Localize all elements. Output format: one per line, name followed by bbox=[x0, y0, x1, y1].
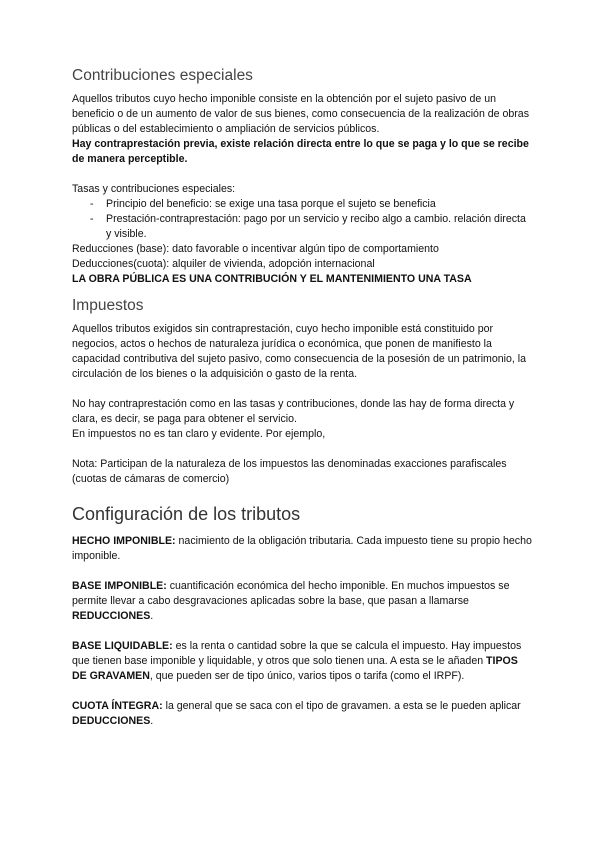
base-imponible-definition bbox=[72, 579, 532, 624]
definition-end: . bbox=[150, 715, 154, 727]
reducciones-line: Reducciones (base): dato favorable o incentivar algún tipo de comportamiento bbox=[72, 243, 439, 255]
list-item: - Prestación-contraprestación: pago por un servicio y recibo algo a cambio. relación directa y visible. bbox=[90, 212, 532, 242]
emphasis-term: DEDUCCIONES bbox=[72, 715, 151, 727]
impuestos-note: Nota: Participan de la naturaleza de los impuestos las denominadas exacciones parafiscales (cuotas de cámaras de comercio) bbox=[72, 458, 507, 485]
term-label: BASE LIQUIDABLE: bbox=[72, 640, 173, 652]
principles-list bbox=[72, 197, 532, 242]
term-label: BASE IMPONIBLE: bbox=[72, 580, 167, 592]
emphasis-term: REDUCCIONES bbox=[72, 610, 151, 622]
document-page bbox=[72, 66, 532, 729]
section-title-configuracion: Configuración de los tributos bbox=[72, 504, 301, 524]
hecho-imponible-definition bbox=[72, 534, 532, 564]
section-title-impuestos: Impuestos bbox=[72, 297, 144, 314]
definition-end: . bbox=[150, 610, 154, 622]
contribuciones-definition: Aquellos tributos cuyo hecho imponible consiste en la obtención por el sujeto pasivo de un beneficio o de un aumento de valor de sus bienes, como consecuencia de la realización de obras públicas o del establecimiento o ampliación de servicios públicos. bbox=[72, 93, 530, 135]
definition-text: es la renta o cantidad sobre la que se calcula el impuesto. Hay impuestos que tienen base imponible y liquidable, y otros que solo tienen una. A esta se le añaden bbox=[72, 640, 522, 667]
impuestos-comparison: No hay contraprestación como en las tasas y contribuciones, donde las hay de forma directa y clara, es decir, se paga para obtener el servicio. bbox=[72, 398, 515, 425]
contribuciones-bold-note: Hay contraprestación previa, existe relación directa entre lo que se paga y lo que se recibe de manera perceptible. bbox=[72, 138, 529, 165]
deducciones-line: Deducciones(cuota): alquiler de vivienda, adopción internacional bbox=[72, 258, 375, 270]
term-label: HECHO IMPONIBLE: bbox=[72, 535, 176, 547]
base-liquidable-definition bbox=[72, 639, 532, 684]
definition-text: la general que se saca con el tipo de gravamen. a esta se le pueden aplicar bbox=[162, 700, 521, 712]
term-label: CUOTA ÍNTEGRA: bbox=[72, 700, 163, 712]
list-item: - Principio del beneficio: se exige una tasa porque el sujeto se beneficia bbox=[90, 197, 532, 212]
impuestos-example: En impuestos no es tan claro y evidente. Por ejemplo, bbox=[72, 428, 326, 440]
emphasis-term: TIPOS DE GRAVAMEN bbox=[72, 655, 518, 682]
definition-end: , que pueden ser de tipo único, varios tipos o tarifa (como el IRPF). bbox=[149, 670, 465, 682]
list-intro: Tasas y contribuciones especiales: bbox=[72, 183, 236, 195]
definition-text: cuantificación económica del hecho imponible. En muchos impuestos se permite llevar a cabo desgravaciones aplicadas sobre la base, que pasan a llamarse bbox=[72, 580, 510, 607]
cuota-integra-definition bbox=[72, 699, 532, 729]
definition-text: nacimiento de la obligación tributaria. Cada impuesto tiene su propio hecho imponible. bbox=[72, 535, 532, 562]
caps-statement: LA OBRA PÚBLICA ES UNA CONTRIBUCIÓN Y EL MANTENIMIENTO UNA TASA bbox=[72, 273, 472, 285]
section-title-contribuciones: Contribuciones especiales bbox=[72, 67, 253, 84]
impuestos-definition: Aquellos tributos exigidos sin contraprestación, cuyo hecho imponible está constituido por negocios, actos o hechos de naturaleza jurídica o económica, que ponen de manifiesto la capacidad contributiva del sujeto pasivo, como consecuencia de la posesión de un patrimonio, la circulación de los bienes o la adquisición o gasto de la renta. bbox=[72, 323, 527, 380]
